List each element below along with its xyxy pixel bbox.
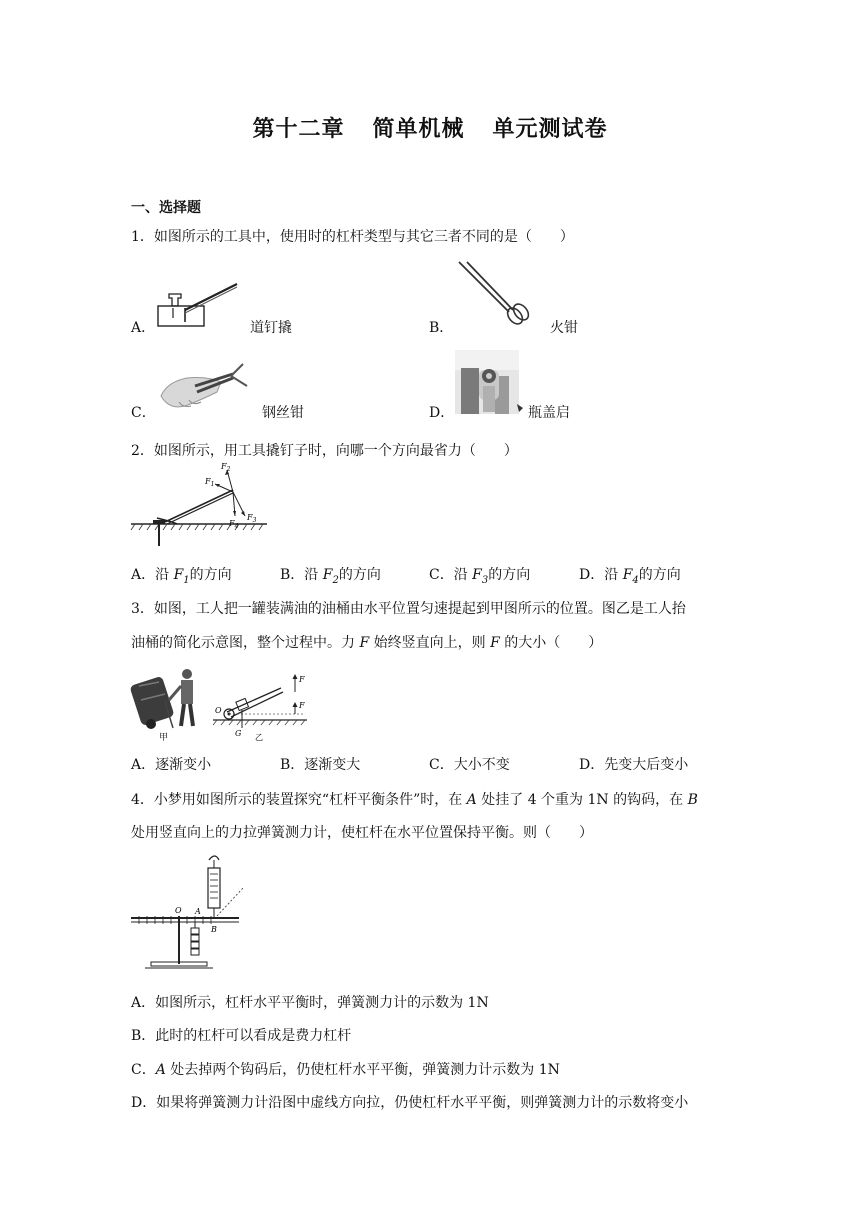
- q3-lever-diagram: [211, 670, 311, 744]
- q1-option-b-letter: B．: [429, 320, 454, 336]
- q1-option-d-letter: D．: [429, 405, 455, 421]
- svg-text:B: B: [211, 925, 217, 934]
- svg-text:F1: $F_1$: [205, 477, 215, 488]
- q1-option-a-letter: A．: [131, 320, 156, 336]
- q2-option-b: B．沿 $F_2$的方向: [280, 567, 381, 586]
- q2-option-a: A．沿 $F_1$的方向: [131, 567, 232, 586]
- svg-text:乙: 乙: [255, 733, 263, 742]
- q1-wire-pliers-image: [155, 356, 255, 414]
- q3-stem-line1: 3．如图，工人把一罐装满油的油桶由水平位置匀速提起到甲图所示的位置。图乙是工人抬: [131, 601, 686, 617]
- title-type: 单元测试卷: [492, 117, 608, 142]
- svg-text:F: F: [299, 675, 305, 684]
- svg-text:O: O: [215, 706, 222, 715]
- q4-option-c: C．A 处去掉两个钩码后，仍使杠杆水平平衡，弹簧测力计示数为 1N: [131, 1062, 560, 1078]
- svg-text:F: F: [299, 701, 305, 710]
- section-heading: 一、选择题: [131, 200, 201, 216]
- title-topic: 简单机械: [372, 117, 465, 142]
- q2-option-c: C．沿 $F_3$的方向: [429, 567, 531, 586]
- q2-crowbar-diagram: [129, 460, 269, 554]
- q2-stem: 2．如图所示，用工具撬钉子时，向哪一个方向最省力（ ）: [131, 443, 518, 459]
- q1-track-lever-image: [155, 280, 245, 332]
- q1-option-b-caption: 火钳: [550, 320, 578, 336]
- q4-stem-line2: 处用竖直向上的力拉弹簧测力计，使杠杆在水平位置保持平衡。则（ ）: [131, 825, 593, 841]
- title-chapter: 第十二章: [252, 117, 345, 142]
- q1-stem: 1．如图所示的工具中，使用时的杠杆类型与其它三者不同的是（ ）: [131, 229, 574, 245]
- q1-fire-tongs-image: [455, 260, 535, 332]
- q3-option-d: D．先变大后变小: [579, 757, 689, 773]
- svg-text:A: A: [195, 907, 201, 916]
- q3-option-c: C．大小不变: [429, 757, 510, 773]
- page-title: [0, 112, 860, 143]
- svg-text:G: G: [235, 729, 242, 738]
- q1-option-d-caption: 瓶盖启: [528, 405, 570, 421]
- q4-option-b: B．此时的杠杆可以看成是费力杠杆: [131, 1028, 352, 1044]
- svg-text:甲: 甲: [159, 733, 169, 743]
- q4-option-a: A．如图所示，杠杆水平平衡时，弹簧测力计的示数为 1N: [131, 995, 489, 1011]
- svg-text:F3: $F_3$: [247, 513, 257, 524]
- svg-text:F2: $F_2$: [221, 462, 231, 473]
- q4-stem-line1: 4．小梦用如图所示的装置探究“杠杆平衡条件”时，在 A 处挂了 4 个重为 1N 的钩码，在 B: [131, 792, 698, 808]
- q1-bottle-opener-photo: [455, 350, 525, 416]
- q3-option-a: A．逐渐变小: [131, 757, 212, 773]
- q2-option-d: D．沿 $F_4$的方向: [579, 567, 681, 586]
- svg-text:F4: $F_4$: [229, 519, 239, 530]
- q1-option-a-caption: 道钉撬: [250, 320, 292, 336]
- q1-option-c-letter: C．: [131, 405, 156, 421]
- q4-lever-balance-diagram: [129, 850, 249, 974]
- svg-text:O: O: [175, 906, 182, 915]
- q4-option-d: D．如果将弹簧测力计沿图中虚线方向拉，仍使杠杆水平平衡，则弹簧测力计的示数将变小: [131, 1095, 689, 1111]
- q3-stem-line2: 油桶的简化示意图，整个过程中。力 F 始终竖直向上，则 F 的大小（ ）: [131, 635, 603, 651]
- q3-worker-photo: [129, 660, 211, 744]
- q3-option-b: B．逐渐变大: [280, 757, 361, 773]
- q1-option-c-caption: 钢丝钳: [262, 405, 304, 421]
